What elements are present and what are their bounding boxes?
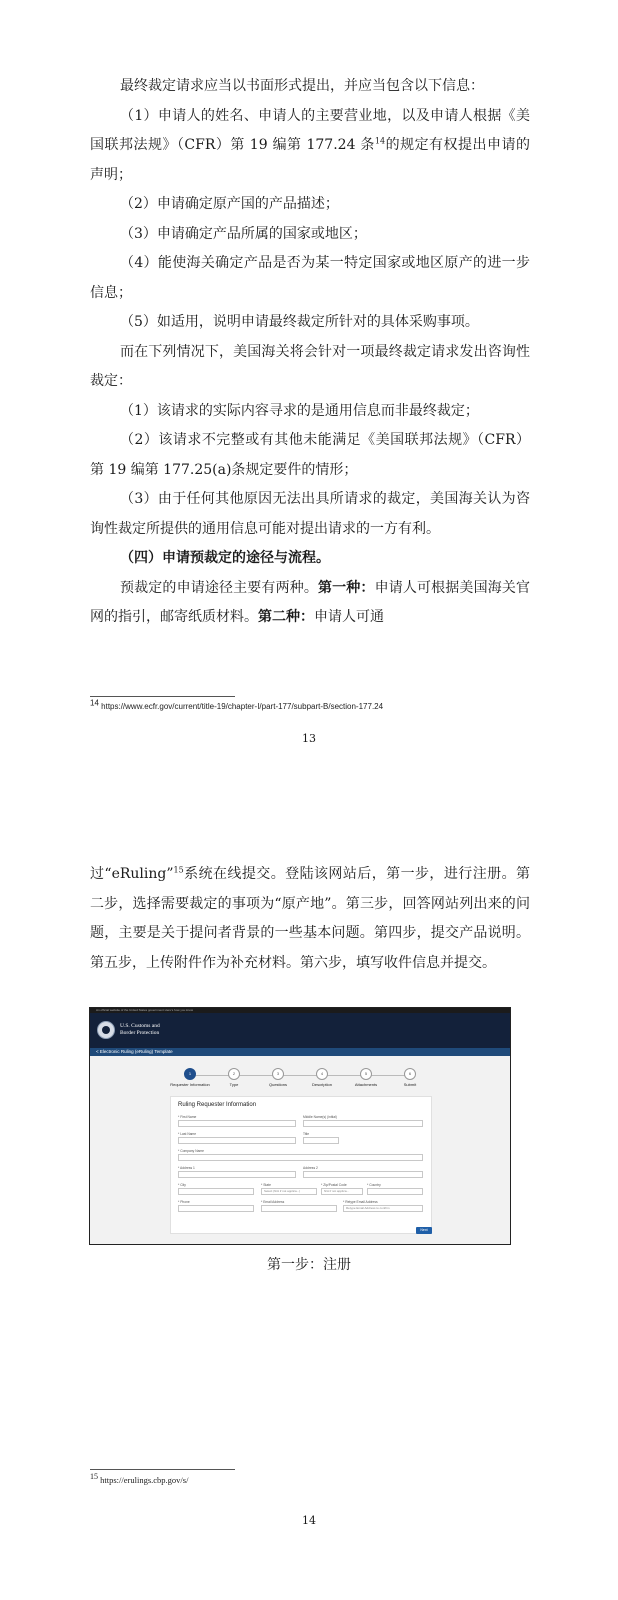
paragraph: 最终裁定请求应当以书面形式提出，并应当包含以下信息： — [120, 78, 484, 94]
step-questions[interactable] — [258, 1068, 298, 1087]
footnote-ref-15[interactable]: 15 — [173, 865, 184, 875]
city-field: * City — [178, 1183, 254, 1195]
last-name-input[interactable] — [178, 1137, 296, 1144]
step-label: Questions — [268, 1082, 287, 1087]
zip-input[interactable]: N/A if not applica... — [321, 1188, 363, 1195]
address1-input[interactable] — [178, 1171, 296, 1178]
text-run: 预裁定的申请途径主要有两种。 — [120, 579, 318, 596]
paragraph: （1）该请求的实际内容寻求的是通用信息而非最终裁定； — [120, 402, 479, 419]
email-confirm-input[interactable]: Retype Email Address to confirm — [343, 1205, 423, 1212]
text-run: 申请人可通 — [314, 609, 384, 625]
footnote-divider — [90, 696, 235, 697]
gov-banner: An official website of the United States government Here's how you know — [90, 1008, 510, 1013]
state-field: * State Select (N/A if not applica...) — [261, 1183, 317, 1195]
stepper — [90, 1056, 510, 1096]
address1-field: * Address 1 — [178, 1166, 296, 1178]
step-label: Attachments — [354, 1082, 378, 1087]
phone-field: * Phone — [178, 1200, 254, 1212]
footnote-divider — [90, 1469, 235, 1470]
section-heading: （四）申请预裁定的途径与流程。 — [120, 550, 330, 566]
page-number: 13 — [302, 732, 316, 745]
paragraph: （3）申请确定产品所属的国家或地区； — [120, 225, 367, 242]
footnote-ref-14[interactable]: 14 — [374, 136, 386, 146]
step-attachments[interactable] — [346, 1068, 386, 1087]
step-number: 5 — [360, 1068, 372, 1080]
country-field: * Country — [367, 1183, 423, 1195]
country-select[interactable] — [367, 1188, 423, 1195]
state-select[interactable]: Select (N/A if not applica...) — [261, 1188, 317, 1195]
city-input[interactable] — [178, 1188, 254, 1195]
step-requester-information[interactable] — [170, 1068, 210, 1087]
email-confirm-field: * Retype Email Address Retype Email Address to confirm — [343, 1200, 423, 1212]
requester-form — [170, 1096, 432, 1234]
site-header — [90, 1013, 510, 1048]
company-field: * Company Name — [178, 1149, 423, 1161]
paragraph: （2）申请确定原产国的产品描述； — [120, 196, 339, 212]
step-number: 2 — [228, 1068, 240, 1080]
step-number: 4 — [316, 1068, 328, 1080]
address2-field: Address 2 — [303, 1166, 423, 1178]
step-label: Requester Information — [170, 1082, 210, 1087]
footnote-15 — [90, 1472, 189, 1485]
title-input[interactable] — [303, 1137, 339, 1144]
page-13 — [0, 0, 618, 790]
footnote-14 — [90, 698, 384, 711]
step-label: Submit — [403, 1082, 417, 1087]
page-number: 14 — [302, 1514, 316, 1527]
paragraph: （3）由于任何其他原因无法出具所请求的裁定，美国海关认为咨询性裁定所提供的通用信息可能对提出请求的一方有利。 — [90, 491, 530, 537]
bold-run: 第一种： — [318, 579, 375, 596]
org-name: U.S. Customs and Border Protection — [120, 1023, 160, 1036]
body-text — [90, 72, 530, 633]
step-submit[interactable] — [390, 1068, 430, 1087]
form-title: Ruling Requester Information — [178, 1102, 257, 1108]
paragraph — [90, 574, 530, 633]
footnote-number: 15 — [90, 1472, 98, 1482]
first-name-field: * First Name — [178, 1115, 296, 1127]
cbp-seal-icon — [97, 1021, 115, 1039]
step-number: 1 — [184, 1068, 196, 1080]
footnote-number: 14 — [90, 698, 99, 708]
middle-name-field: Middle Name(s) (initial) — [303, 1115, 423, 1127]
paragraph: （5）如适用，说明申请最终裁定所针对的具体采购事项。 — [120, 314, 479, 330]
paragraph — [90, 860, 530, 978]
address2-input[interactable] — [303, 1171, 423, 1178]
company-input[interactable] — [178, 1154, 423, 1161]
figure-caption: 第一步：注册 — [267, 1257, 351, 1273]
step-description[interactable] — [302, 1068, 342, 1087]
zip-field: * Zip/Postal Code N/A if not applica... — [321, 1183, 363, 1195]
text-run: 申请人可根据美国海关官网的指引，邮寄纸质材料。 — [90, 579, 531, 625]
text-run: 系统在线提交。登陆该网站后，第一步，进行注册。第二步，选择需要裁定的事项为“原产地”。第三步，回答网站列出来的问题，主要是关于提问者背景的一些基本问题。第四步，提交产品说明。第五步，上传附件作为补充材料。第六步，填写收件信息并提交。 — [90, 866, 531, 971]
email-input[interactable] — [261, 1205, 337, 1212]
eruling-screenshot — [89, 1007, 511, 1245]
breadcrumb[interactable]: < Electronic Ruling (eRuling) Template — [90, 1048, 510, 1056]
body-text-page14 — [90, 860, 530, 978]
paragraph: （2）该请求不完整或有其他未能满足《美国联邦法规》（CFR）第 19 编第 177.25(a)条规定要件的情形； — [90, 432, 530, 478]
footnote-link[interactable]: https://www.ecfr.gov/current/title-19/chapter-I/part-177/subpart-B/section-177.24 — [101, 702, 384, 711]
step-number: 6 — [404, 1068, 416, 1080]
middle-name-input[interactable] — [303, 1120, 423, 1127]
last-name-field: * Last Name — [178, 1132, 296, 1144]
text-run: （1）申请人的姓名、申请人的主要营业地，以及申请人根据《美国联邦法规》（CFR）第 19 编第 177.24 条 — [90, 107, 530, 153]
phone-input[interactable] — [178, 1205, 254, 1212]
step-label: Description — [311, 1082, 332, 1087]
paragraph: （4）能使海关确定产品是否为某一特定国家或地区原产的进一步信息； — [90, 255, 530, 301]
step-type[interactable] — [214, 1068, 254, 1087]
step-number: 3 — [272, 1068, 284, 1080]
footnote-link[interactable]: https://erulings.cbp.gov/s/ — [100, 1475, 189, 1485]
step-label: Type — [229, 1082, 239, 1087]
paragraph — [90, 102, 530, 191]
paragraph: 而在下列情况下，美国海关将会针对一项最终裁定请求发出咨询性裁定： — [90, 343, 530, 389]
text-run: 过“eRuling” — [90, 866, 174, 882]
email-field: * Email Address — [261, 1200, 337, 1212]
first-name-input[interactable] — [178, 1120, 296, 1127]
bold-run: 第二种： — [258, 609, 314, 625]
next-button[interactable]: Next — [416, 1227, 432, 1234]
text-run: 的规定有权提出申请的声明； — [90, 137, 530, 183]
title-field: Title — [303, 1132, 339, 1144]
